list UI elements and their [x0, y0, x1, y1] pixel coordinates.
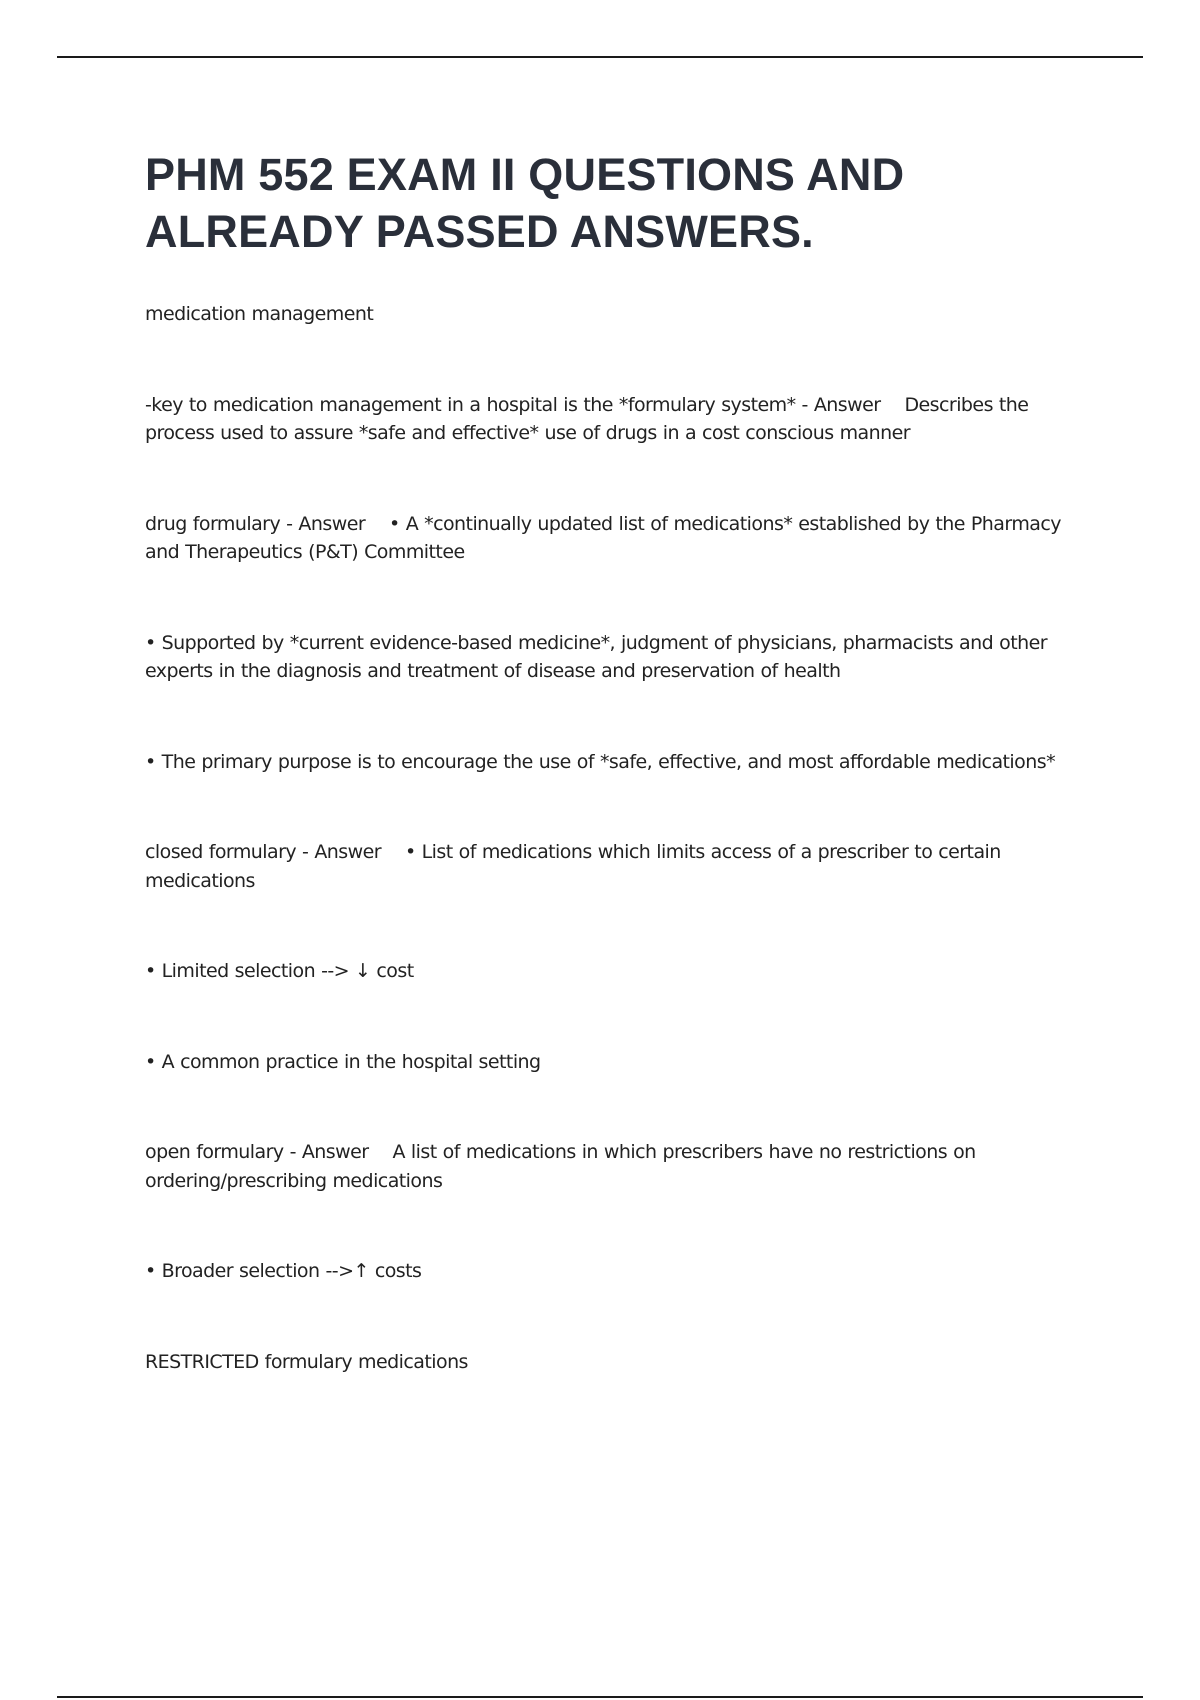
entry-heading: medication management	[145, 303, 374, 325]
bottom-divider	[57, 1696, 1143, 1698]
entry-bullet: • Broader selection -->↑ costs	[145, 1260, 422, 1282]
entry-bullet: • Supported by *current evidence-based medicine*, judgment of physicians, pharmacists and other experts in the diagnosis and treatment of disease and preservation of health	[145, 631, 1054, 682]
entry-heading: RESTRICTED formulary medications	[145, 1350, 468, 1373]
entry-qa: drug formulary - Answer • A *continually updated list of medications* established by the Pharmacy and Therapeutics (P&T) Committee	[145, 512, 1067, 563]
top-divider	[57, 56, 1143, 58]
entry-qa: open formulary - Answer A list of medications in which prescribers have no restrictions on ordering/prescribing medications	[145, 1141, 982, 1192]
page-title: PHM 552 EXAM II QUESTIONS AND ALREADY PASSED ANSWERS.	[145, 149, 905, 257]
document-body	[145, 300, 1090, 1376]
entry-bullet: • The primary purpose is to encourage the use of *safe, effective, and most affordable medications*	[145, 750, 1056, 773]
entry-qa: closed formulary - Answer • List of medications which limits access of a prescriber to certain medications	[145, 841, 1007, 892]
entry-bullet: • Limited selection --> ↓ cost	[145, 960, 414, 982]
entry-bullet: • A common practice in the hospital setting	[145, 1050, 541, 1073]
entry-qa: -key to medication management in a hospital is the *formulary system* - Answer Describes the process used to assure *safe and effective* use of drugs in a cost conscious manner	[145, 393, 1035, 444]
